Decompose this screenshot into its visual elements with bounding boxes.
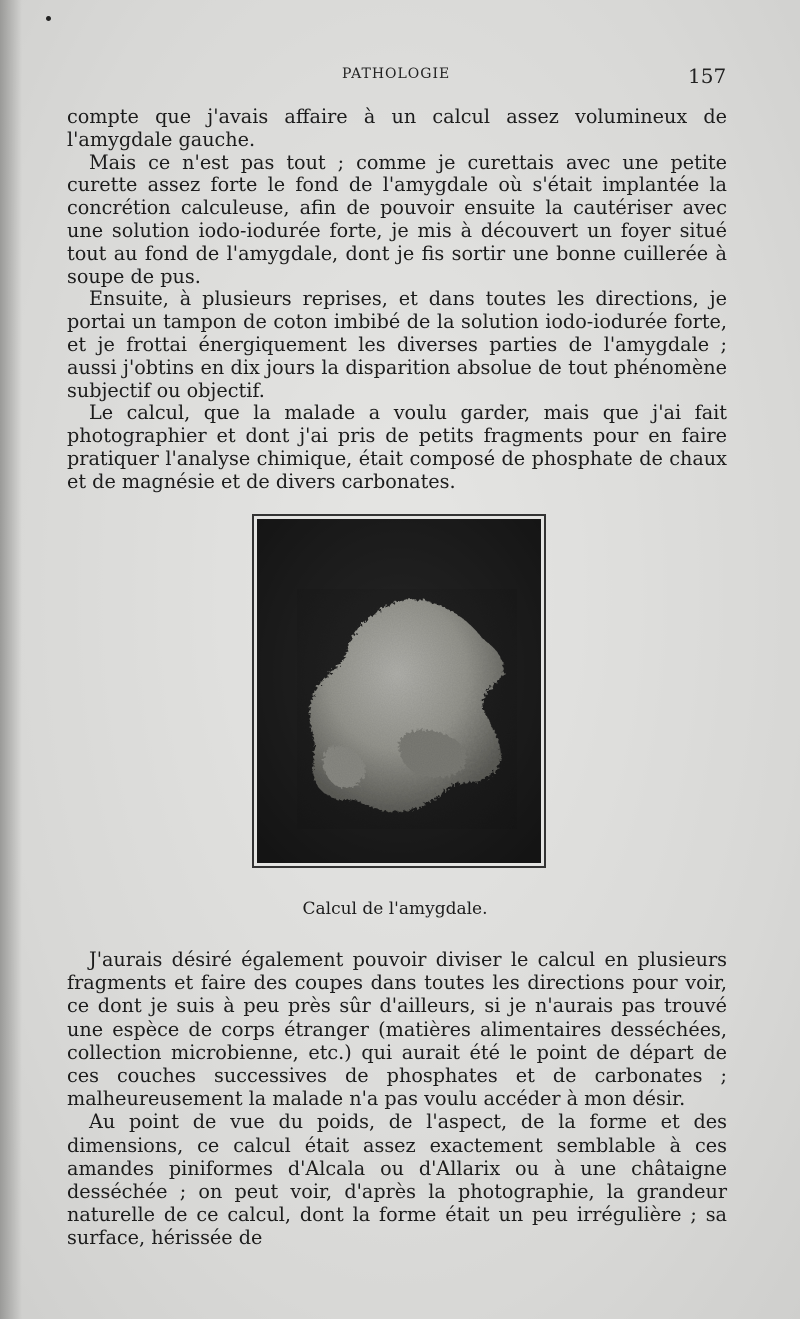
body-text-top	[67, 106, 727, 494]
paragraph: Le calcul, que la malade a voulu garder, mais que j'ai fait photographier et dont j'ai pris de petits fragments pour en faire pratiquer l'analyse chimique, était composé de phosphate de chaux et de magnésie et de divers carbonates.	[67, 401, 727, 493]
body-text-bottom	[67, 948, 727, 1250]
calculus-photograph	[252, 514, 546, 868]
binding-shadow	[0, 0, 22, 1319]
paragraph: Ensuite, à plusieurs reprises, et dans toutes les directions, je portai un tampon de coton imbibé de la solution iodo-iodurée forte, et je frottai énergiquement les diverses parties de l'amygdale ; aussi j'obtins en dix jours la disparition absolue de tout phénomène subjectif ou objectif.	[67, 287, 727, 402]
caption-text: Calcul de l'amygdale.	[302, 899, 488, 919]
running-title: PATHOLOGIE	[342, 66, 451, 82]
calculus-photo-image	[257, 519, 541, 863]
paragraph: J'aurais désiré également pouvoir diviser le calcul en plusieurs fragments et faire des coupes dans toutes les directions pour voir, ce dont je suis à peu près sûr d'ailleurs, si je n'aurais pas trouvé une espèce de corps étranger (matières alimentaires desséchées, collection microbienne, etc.) qui aurait été le point de départ de ces couches successives de phosphates et de carbonates ; malheureusement la malade n'a pas voulu accéder à mon désir.	[67, 948, 727, 1111]
figure-caption	[0, 899, 800, 919]
ink-speck	[46, 16, 51, 21]
paragraph: compte que j'avais affaire à un calcul assez volumineux de l'amygdale gauche.	[67, 105, 727, 151]
paragraph: Au point de vue du poids, de l'aspect, de la forme et des dimensions, ce calcul était assez exactement semblable à ces amandes piniformes d'Alcala ou d'Allarix ou à une châtaigne desséchée ; on peut voir, d'après la photographie, la grandeur naturelle de ce calcul, dont la forme était un peu irrégulière ; sa surface, hérissée de	[67, 1110, 727, 1250]
running-head	[0, 64, 800, 86]
paragraph: Mais ce n'est pas tout ; comme je curettais avec une petite curette assez forte le fond de l'amygdale où s'était implantée la concrétion calculeuse, afin de pouvoir ensuite la cautériser avec une solution iodo-iodurée forte, je mis à découvert un foyer situé tout au fond de l'amygdale, dont je fis sortir une bonne cuillerée à soupe de pus.	[67, 150, 727, 288]
page-number: 157	[688, 64, 727, 88]
